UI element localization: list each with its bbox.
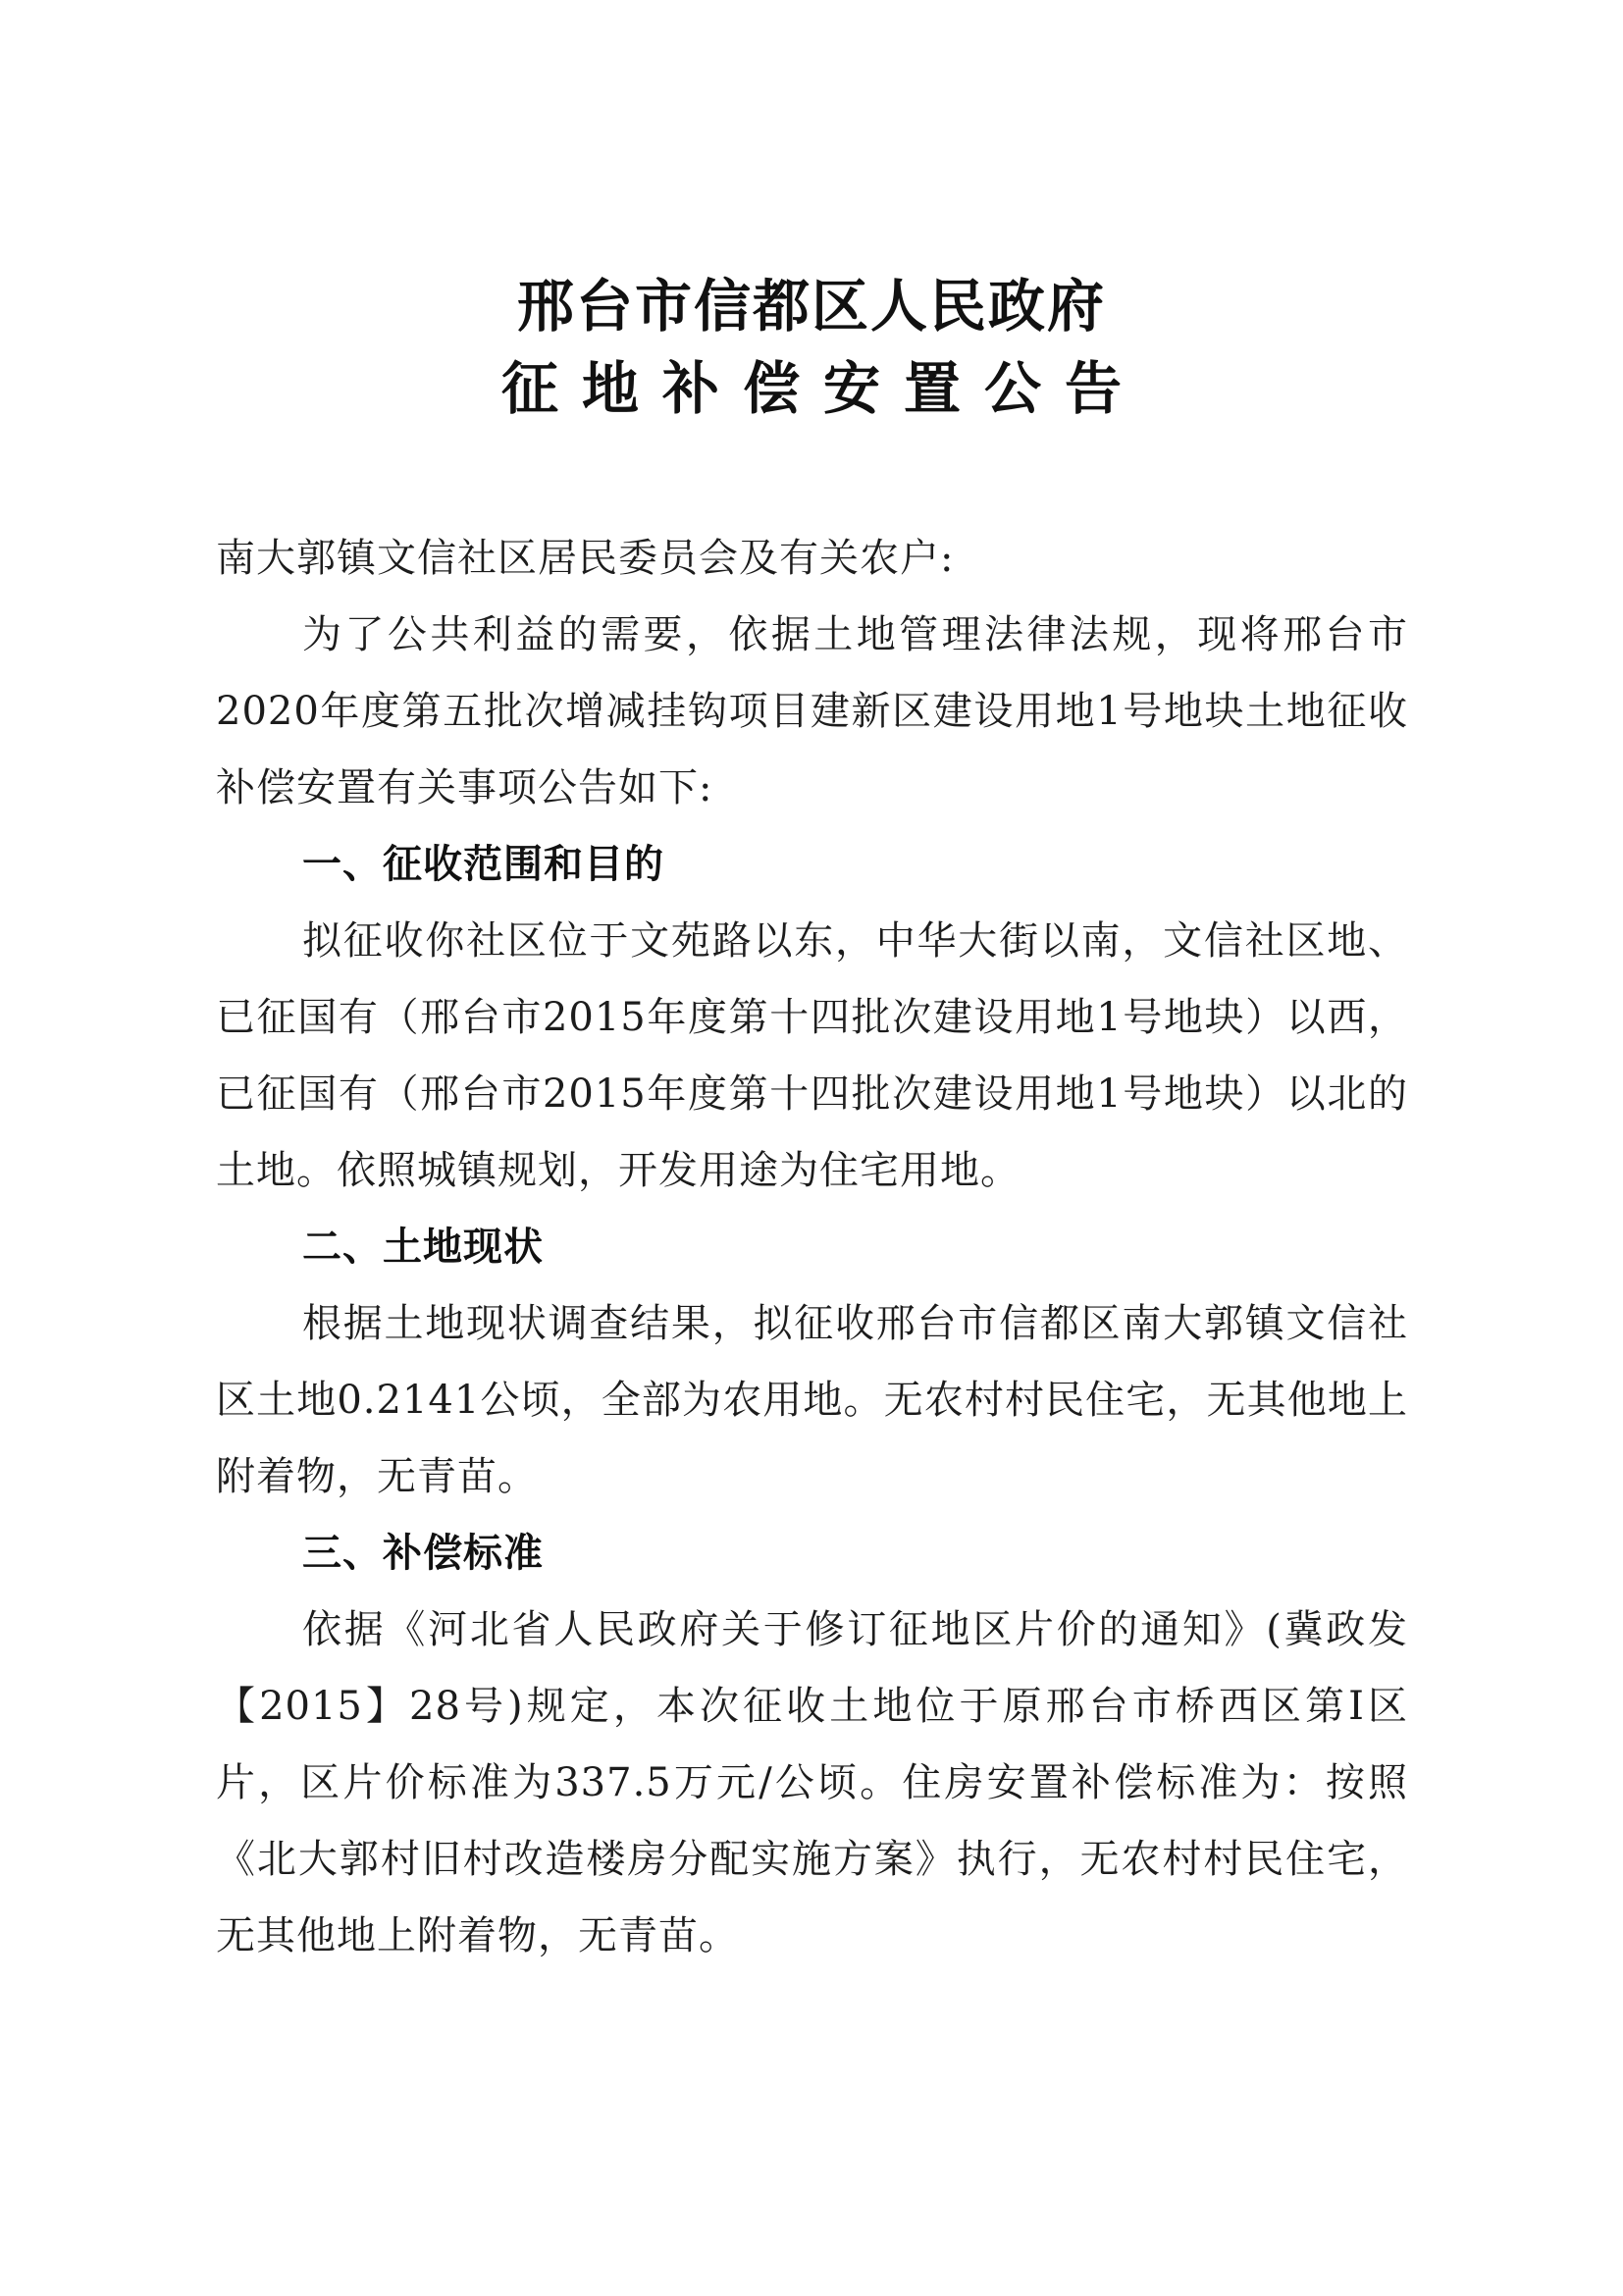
document-body: [216, 520, 1408, 1974]
title-notice: 征地补偿安置公告: [500, 355, 1145, 422]
section-text-scope: 拟征收你社区位于文苑路以东，中华大街以南，文信社区地、已征国有（邢台市2015年度第十四批次建设用地1号地块）以西，已征国有（邢台市2015年度第十四批次建设用地1号地块）以北的土地。依照城镇规划，开发用途为住宅用地。: [216, 918, 1408, 1193]
title-issuer: 邢台市信都区人民政府: [516, 273, 1106, 339]
section-heading-compensation: 三、补偿标准: [302, 1531, 544, 1576]
section-text-compensation: 依据《河北省人民政府关于修订征地区片价的通知》(冀政发【2015】28号)规定，本次征收土地位于原邢台市桥西区第Ⅰ区片，区片价标准为337.5万元/公顷。住房安置补偿标准为：按照《北大郭村旧村改造楼房分配实施方案》执行，无农村村民住宅，无其他地上附着物，无青苗。: [216, 1607, 1408, 1958]
section-heading-status: 二、土地现状: [302, 1225, 544, 1270]
section-text-status: 根据土地现状调查结果，拟征收邢台市信都区南大郭镇文信社区土地0.2141公顷，全部为农用地。无农村村民住宅，无其他地上附着物，无青苗。: [216, 1301, 1408, 1499]
intro-paragraph: 为了公共利益的需要，依据土地管理法律法规，现将邢台市2020年度第五批次增减挂钩项目建新区建设用地1号地块土地征收补偿安置有关事项公告如下:: [216, 612, 1408, 810]
section-heading-scope: 一、征收范围和目的: [302, 842, 664, 887]
document-title: [0, 265, 1623, 430]
addressee: 南大郭镇文信社区居民委员会及有关农户:: [216, 536, 955, 581]
